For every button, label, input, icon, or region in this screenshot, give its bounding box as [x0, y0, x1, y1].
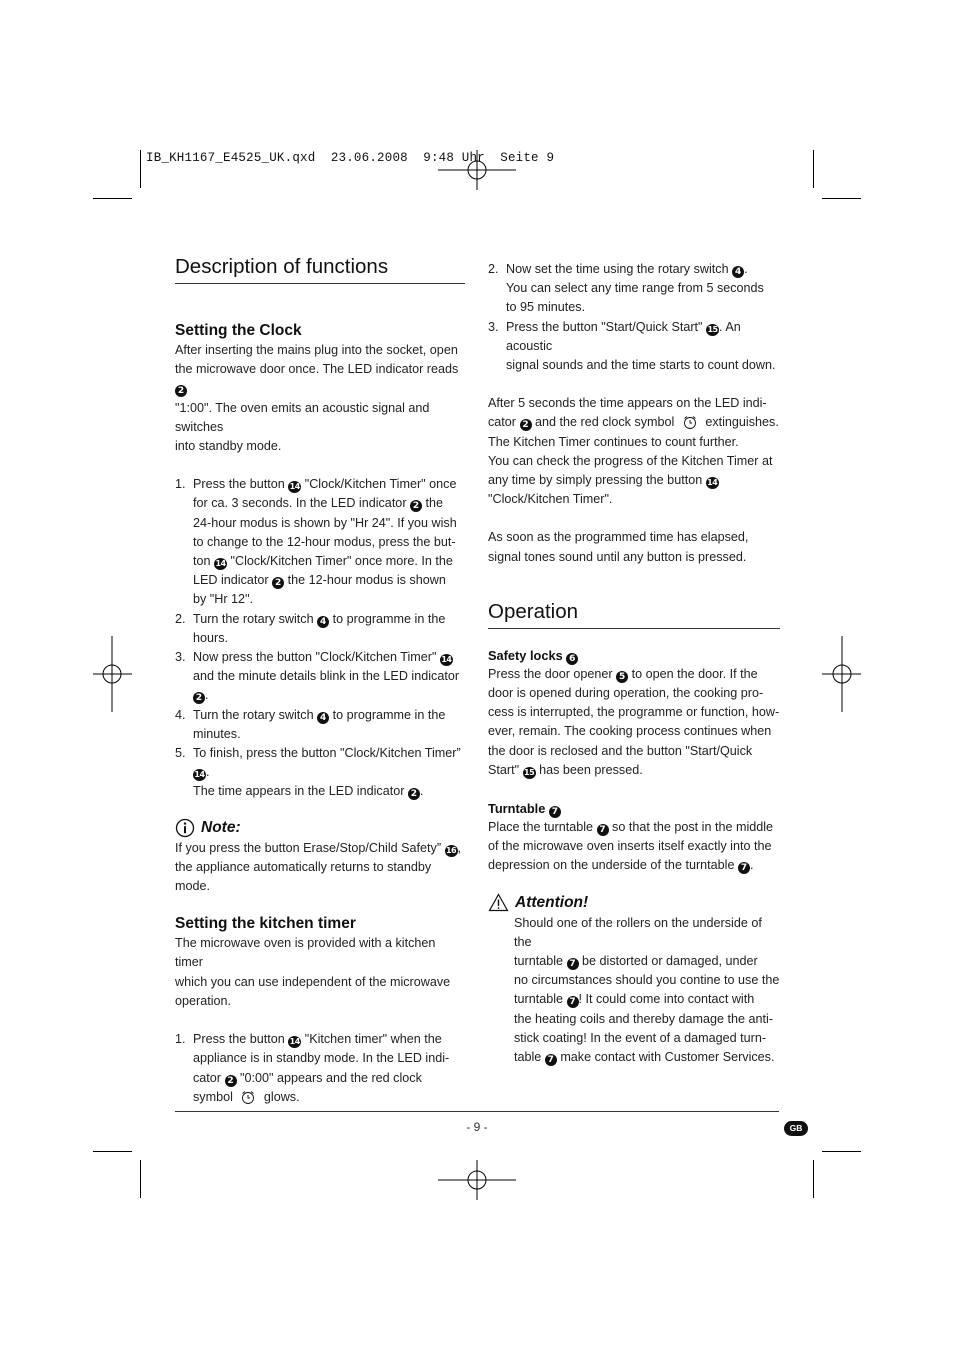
badge-4: 4 — [732, 266, 744, 278]
turntable-text: Place the turntable 7 so that the post in the middle of the microwave oven inserts itself exactly into the depression on the underside of the turntable 7 . — [488, 820, 774, 874]
badge-14: 14 — [707, 478, 718, 488]
badge-7: 7 — [567, 958, 579, 970]
badge-15: 15 — [707, 324, 718, 334]
badge-7: 7 — [549, 806, 561, 818]
heading-kitchen-timer: Setting the kitchen timer — [175, 915, 356, 933]
after-text: After 5 seconds the time appears on the LED indi- cator 2 and the red clock symbol extinguishes. The Kitchen Timer continues to count further. You can check the progress of the Kitchen Timer at any time by simply pressing the button 14 "Clock/Kitchen Timer". — [488, 396, 779, 507]
timer-step-3: 3. Press the button "Start/Quick Start" 15. An acoustic signal sounds and the time starts to count down. — [488, 319, 776, 373]
elapsed-text: As soon as the programmed time has elapsed, signal tones sound until any button is pressed. — [488, 530, 749, 564]
badge-2: 2 — [272, 577, 284, 589]
alarm-clock-icon — [682, 414, 698, 430]
badge-14: 14 — [289, 1037, 300, 1047]
badge-7: 7 — [567, 996, 579, 1008]
badge-2: 2 — [520, 419, 532, 431]
badge-4: 4 — [317, 712, 329, 724]
badge-2: 2 — [175, 385, 187, 397]
timer-intro: The microwave oven is provided with a kitchen timer which you can use independent of the microwave operation. — [175, 936, 451, 1008]
heading-turntable: Turntable 7 — [488, 799, 780, 818]
heading-safety-locks: Safety locks 6 — [488, 646, 780, 665]
badge-6: 6 — [566, 653, 578, 665]
badge-14: 14 — [215, 559, 226, 569]
badge-2: 2 — [410, 500, 422, 512]
attention-heading: Attention! — [488, 892, 780, 914]
clock-step-3: 3. Now press the button "Clock/Kitchen Timer" 14 and the minute details blink in the LED indicator 2 . — [175, 650, 460, 704]
clock-intro: After inserting the mains plug into the socket, open the microwave door once. The LED indicator reads 2 "1:00". The oven emits an acoustic signal and switches into standby mode. — [175, 343, 459, 454]
alarm-clock-icon — [240, 1089, 256, 1105]
clock-step-2: 2. Turn the rotary switch 4 to programme in the hours. — [175, 611, 446, 645]
left-column — [175, 255, 465, 1107]
badge-7: 7 — [597, 824, 609, 836]
badge-5: 5 — [616, 671, 628, 683]
right-column — [488, 260, 780, 1067]
section-title-description: Description of functions — [175, 255, 465, 284]
clock-step-5: 5. To finish, press the button "Clock/Kitchen Timer” 14. The time appears in the LED indicator 2 . — [175, 746, 461, 800]
timer-step-2: 2. Now set the time using the rotary switch 4 . You can select any time range from 5 seconds to 95 minutes. — [488, 262, 764, 315]
safety-text: Press the door opener 5 to open the door. If the door is opened during operation, the cooking pro- cess is interrupted, the programme or function, how- ever, remain. The cooking process continues when the door is reclosed and the button "Start/Quick Start" 15 has been pressed. — [488, 666, 780, 777]
attention-text: Should one of the rollers on the underside of the turntable 7 be distorted or damaged, under no circumstances should you contine to use the turntable 7 ! It could come into contact with the heating coils and thereby damage the anti- stick coating! In the event of a damaged turn- table 7 make contact with Customer Services. — [514, 915, 780, 1066]
warning-icon — [488, 893, 509, 912]
note-heading: Note: — [175, 817, 465, 839]
info-icon — [175, 818, 195, 838]
badge-15: 15 — [524, 767, 535, 777]
badge-7: 7 — [545, 1054, 557, 1066]
note-text: If you press the button Erase/Stop/Child Safety” 16, the appliance automatically returns to standby mode. — [175, 840, 462, 894]
badge-14: 14 — [441, 655, 452, 665]
footer-rule — [175, 1111, 779, 1112]
page-number: - 9 - — [466, 1120, 488, 1134]
badge-7: 7 — [738, 862, 750, 874]
badge-4: 4 — [317, 616, 329, 628]
clock-step-1: 1. Press the button 14 "Clock/Kitchen Timer" once for ca. 3 seconds. In the LED indicator 2 the 24-hour modus is shown by "Hr 24". If you wish to change to the 12-hour modus, press the but- ton 14 "Clock/Kitchen Timer" once more. In the LED indicator 2 the 12-hour modus is shown by "Hr 12". — [175, 477, 457, 607]
clock-step-4: 4. Turn the rotary switch 4 to programme in the minutes. — [175, 707, 446, 741]
section-title-operation: Operation — [488, 600, 780, 629]
timer-step-1: 1. Press the button 14 "Kitchen timer" when the appliance is in standby mode. In the LED indi- cator 2 "0:00" appears and the red clock symbol glows. — [175, 1032, 450, 1104]
file-slug: IB_KH1167_E4525_UK.qxd 23.06.2008 9:48 Uhr Seite 9 — [146, 151, 555, 165]
badge-2: 2 — [225, 1075, 237, 1087]
badge-16: 16 — [445, 845, 457, 855]
badge-2: 2 — [193, 692, 205, 704]
heading-setting-clock: Setting the Clock — [175, 322, 302, 339]
language-badge: GB — [784, 1121, 808, 1136]
badge-2: 2 — [408, 788, 420, 800]
badge-14: 14 — [289, 482, 300, 492]
badge-14: 14 — [194, 770, 205, 780]
